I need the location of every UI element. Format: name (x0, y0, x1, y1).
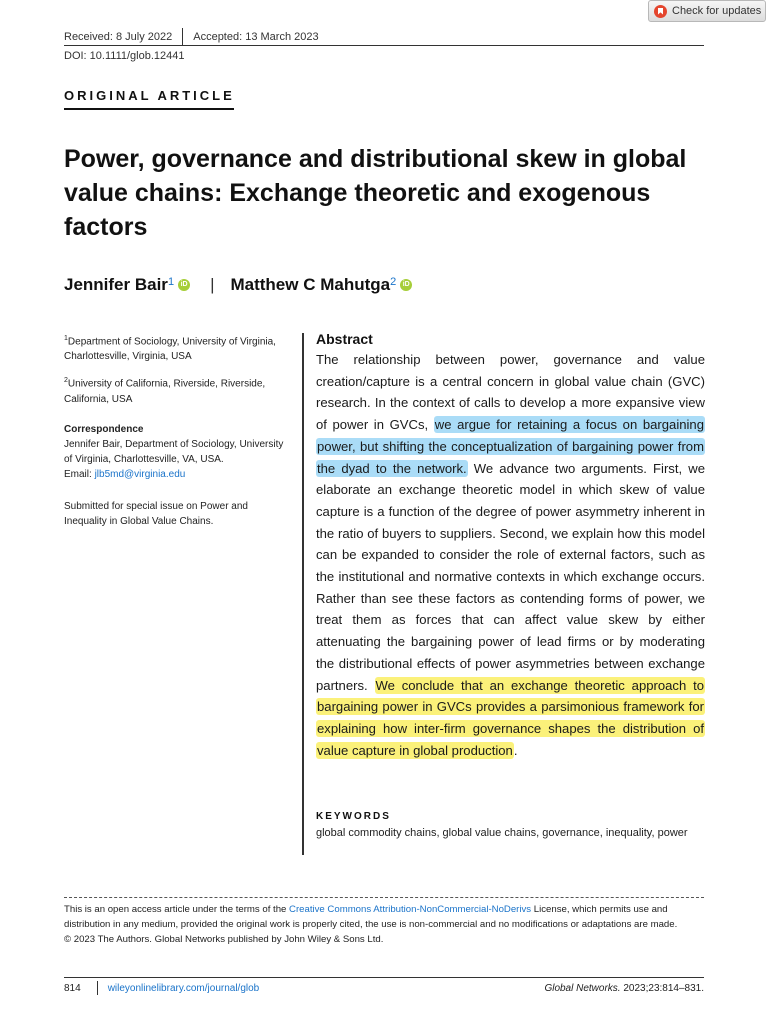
received-date: Received: 8 July 2022 (64, 31, 173, 43)
highlight-blue[interactable]: we argue for retaining a focus on bargaining power, but shifting the conceptualization of bargaining power from the dyad to the network. (317, 417, 704, 476)
cc-license-link[interactable]: Creative Commons Attribution-NonCommercial-NoDerivs (289, 904, 532, 915)
doi: DOI: 10.1111/glob.12441 (64, 50, 185, 62)
affiliation-ref[interactable]: 1 (167, 276, 175, 288)
copyright: © 2023 The Authors. Global Networks published by John Wiley & Sons Ltd. (64, 934, 384, 945)
author-separator: | (210, 275, 215, 294)
journal-url-link[interactable]: wileyonlinelibrary.com/journal/glob (107, 982, 260, 994)
journal-citation: Global Networks. 2023;23:814–831. (544, 982, 704, 994)
footer-rule (64, 977, 704, 978)
license-divider (64, 897, 704, 898)
affiliation-ref[interactable]: 2 (390, 276, 397, 288)
article-title: Power, governance and distributional skew in global value chains: Exchange theoretic and exogenous factors (64, 145, 687, 241)
header-rule (64, 45, 704, 46)
check-for-updates-label: Check for updates (672, 5, 762, 17)
abstract-side-rule (302, 333, 304, 855)
accepted-date: Accepted: 13 March 2023 (193, 31, 319, 43)
meta-separator (182, 28, 183, 46)
email-link[interactable]: jlb5md@virginia.edu (94, 468, 186, 480)
correspondence-details: Jennifer Bair, Department of Sociology, University of Virginia, Charlottesville, VA, USA. Email: jlb5md@virginia.edu (64, 438, 284, 480)
affiliation: $^2$University of California, Riverside, Riverside, California, USA (64, 377, 266, 405)
submission-note: Submitted for special issue on Power and Inequality in Global Value Chains. (64, 500, 248, 527)
article-type-label: ORIGINAL ARTICLE (64, 88, 235, 103)
keywords-heading: KEYWORDS (316, 811, 391, 822)
author-name[interactable]: Matthew C Mahutga (230, 275, 391, 294)
affiliation: $^1$Department of Sociology, University of Virginia, Charlottesville, Virginia, USA (64, 335, 276, 363)
highlight-yellow[interactable]: We conclude that an exchange theoretic approach to bargaining power in GVCs provides a parsimonious framework for explaining how inter-firm governance shapes the distribution of value capture in global production (317, 677, 704, 758)
author-list (64, 275, 412, 295)
keywords-list: global commodity chains, global value chains, governance, inequality, power (316, 827, 688, 839)
abstract-heading: Abstract (316, 331, 373, 347)
bookmark-icon (654, 5, 667, 18)
license-notice: This is an open access article under the terms of the Creative Commons Attribution-NonCommercial-NoDerivs License, which permits use and distribution in any medium, provided the original work is properly cited, the use is non-commercial and no modifications or adaptations are made. © 2023 The Authors. Global Networks published by John Wiley & Sons Ltd. (64, 902, 704, 947)
check-for-updates-button[interactable] (648, 0, 766, 22)
abstract-body: The relationship between power, governance and value creation/capture is a central concern in global value chain (GVC) research. In the context of calls to develop a more expansive view of power in GVCs, we argue for retaining a focus on bargaining power, but shifting the conceptualization of bargaining power from the dyad to the network. We advance two arguments. First, we elaborate an exchange theoretic model in which skew of value capture is a function of the degree of power asymmetry inherent in the ratio of buyers to suppliers. Second, we explain how this model can be expanded to consider the role of external factors, such as the institutional and normative contexts in which exchange occurs. Rather than see these factors as contending forms of power, we treat them as forces that can affect value skew by either attenuating the bargaining power of lead firms or by moderating the distributional effects of power asymmetries between exchange partners. We conclude that an exchange theoretic approach to bargaining power in GVCs provides a parsimonious framework for explaining how inter-firm governance shapes the distribution of value capture in global production. (316, 352, 705, 758)
article-info-column (64, 331, 292, 538)
page-footer (64, 981, 704, 995)
orcid-icon[interactable]: iD (178, 279, 190, 291)
correspondence-heading: Correspondence (64, 423, 144, 435)
orcid-icon[interactable]: iD (400, 279, 412, 291)
page-number: 814 (64, 982, 81, 994)
article-type-underline (64, 108, 234, 110)
footer-separator (97, 981, 98, 995)
abstract-section (316, 331, 705, 761)
received-accepted-dates (64, 28, 319, 46)
author-name[interactable]: Jennifer Bair (64, 275, 168, 294)
